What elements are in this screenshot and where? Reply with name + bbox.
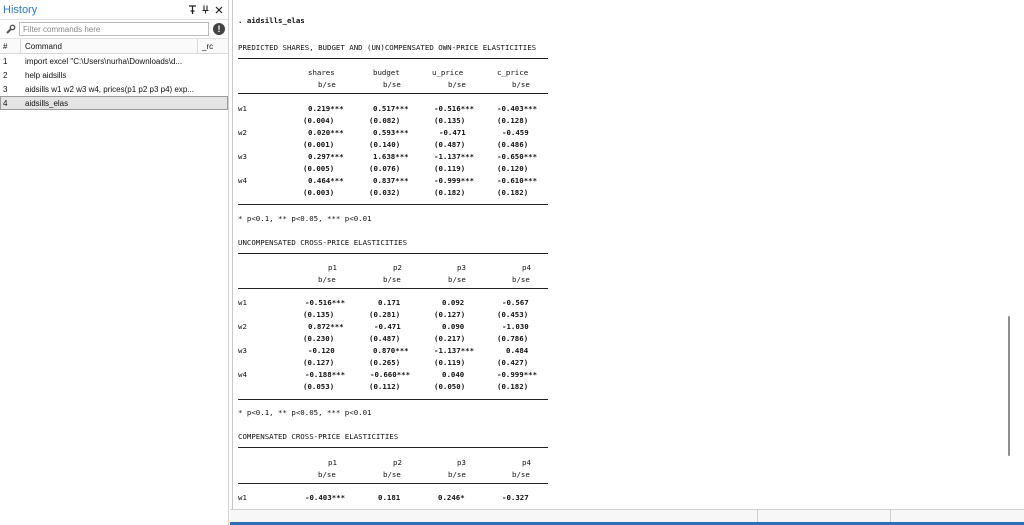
col-subheader: b/se (512, 80, 530, 89)
table-rule (238, 253, 548, 254)
cell-se: (0.076) (369, 164, 401, 173)
history-title: History (3, 3, 38, 16)
cell-b: 0.837*** (373, 176, 409, 185)
cell-se: (0.001) (303, 140, 335, 149)
col-subheader: b/se (448, 80, 466, 89)
cell-b: -0.999*** (434, 176, 475, 185)
col-subheader: b/se (383, 80, 401, 89)
cell-b: -0.567 (502, 298, 529, 307)
col-subheader: b/se (318, 275, 336, 284)
cell-b: 0.517*** (373, 104, 409, 113)
cell-b: 0.040 (442, 370, 465, 379)
row-label: w1 (238, 298, 247, 307)
cell-b: -0.999*** (497, 370, 538, 379)
history-row-number: 2 (3, 70, 8, 80)
col-header: shares (308, 68, 335, 77)
cell-se: (0.127) (434, 310, 466, 319)
history-row-command: help aidsills (25, 70, 67, 80)
cell-se: (0.487) (434, 140, 466, 149)
cell-se: (0.486) (497, 140, 529, 149)
cell-b: -1.030 (502, 322, 529, 331)
cell-b: 0.246* (438, 493, 465, 502)
cell-b: 0.484 (506, 346, 529, 355)
alert-icon[interactable]: ! (213, 23, 225, 35)
history-filter-row (0, 20, 228, 39)
cell-se: (0.230) (303, 334, 335, 343)
cell-se: (0.119) (434, 358, 466, 367)
col-header: budget (373, 68, 400, 77)
cell-se: (0.487) (369, 334, 401, 343)
col-header: p4 (522, 263, 531, 272)
history-row[interactable] (0, 68, 228, 82)
history-row-command: aidsills w1 w2 w3 w4, prices(p1 p2 p3 p4) exp... (25, 84, 194, 94)
cell-b: 0.181 (378, 493, 401, 502)
cell-b: -1.137*** (434, 346, 475, 355)
column-header-command[interactable]: Command (21, 39, 198, 53)
cell-b: -0.660*** (370, 370, 411, 379)
cell-se: (0.050) (434, 382, 466, 391)
column-header-number[interactable]: # (0, 39, 21, 53)
cell-se: (0.182) (497, 188, 529, 197)
cell-se: (0.281) (369, 310, 401, 319)
col-subheader: b/se (512, 275, 530, 284)
col-header: p2 (393, 458, 402, 467)
wrench-icon[interactable] (3, 22, 17, 36)
cell-se: (0.032) (369, 188, 401, 197)
section-title-predicted: PREDICTED SHARES, BUDGET AND (UN)COMPENSATED OWN-PRICE ELASTICITIES (238, 43, 537, 52)
cell-se: (0.004) (303, 116, 335, 125)
row-label: w2 (238, 128, 247, 137)
cell-b: 0.092 (442, 298, 465, 307)
cell-se: (0.127) (303, 358, 335, 367)
cell-se: (0.140) (369, 140, 401, 149)
cell-b: 0.020*** (308, 128, 344, 137)
col-header: p3 (457, 458, 466, 467)
table-rule (238, 288, 548, 289)
cell-b: 0.464*** (308, 176, 344, 185)
cell-se: (0.217) (434, 334, 466, 343)
significance-footnote: * p<0.1, ** p<0.05, *** p<0.01 (238, 408, 372, 417)
history-pane (0, 0, 229, 525)
cell-se: (0.003) (303, 188, 335, 197)
history-row-number: 1 (3, 56, 8, 66)
row-label: w3 (238, 152, 247, 161)
table-rule (238, 483, 548, 484)
cell-se: (0.427) (497, 358, 529, 367)
pin-icon[interactable] (187, 4, 198, 16)
history-titlebar (0, 0, 228, 20)
row-label: w1 (238, 493, 247, 502)
cell-b: -0.471 (439, 128, 466, 137)
history-row-selected[interactable] (0, 96, 228, 110)
column-header-rc[interactable]: _rc (202, 41, 214, 51)
cell-b: -0.516*** (434, 104, 475, 113)
cell-se: (0.265) (369, 358, 401, 367)
cell-se: (0.053) (303, 382, 335, 391)
col-header: p3 (457, 263, 466, 272)
cell-b: 0.872*** (308, 322, 344, 331)
cell-se: (0.112) (369, 382, 401, 391)
history-row-number: 3 (3, 84, 8, 94)
row-label: w1 (238, 104, 247, 113)
cell-b: -0.120 (308, 346, 335, 355)
cell-b: 1.638*** (373, 152, 409, 161)
history-row-command: import excel "C:\Users\nurha\Downloads\d... (25, 56, 183, 66)
cell-b: -0.459 (502, 128, 529, 137)
cell-se: (0.182) (497, 382, 529, 391)
table-rule (238, 399, 548, 400)
cell-se: (0.005) (303, 164, 335, 173)
cell-se: (0.786) (497, 334, 529, 343)
col-subheader: b/se (318, 80, 336, 89)
significance-footnote: * p<0.1, ** p<0.05, *** p<0.01 (238, 214, 372, 223)
col-header: p1 (328, 263, 337, 272)
history-row-command: aidsills_elas (25, 98, 69, 108)
results-scrollbar[interactable] (1002, 0, 1013, 509)
cell-se: (0.082) (369, 116, 401, 125)
cell-b: -0.403*** (497, 104, 538, 113)
col-header: p1 (328, 458, 337, 467)
cell-se: (0.135) (434, 116, 466, 125)
history-list (0, 54, 228, 110)
cell-b: 0.870*** (373, 346, 409, 355)
col-subheader: b/se (512, 470, 530, 479)
status-bar (230, 509, 1024, 525)
row-label: w4 (238, 176, 247, 185)
cell-se: (0.182) (434, 188, 466, 197)
filter-commands-input[interactable] (19, 22, 209, 36)
cell-b: 0.090 (442, 322, 465, 331)
scrollbar-thumb[interactable] (1008, 316, 1010, 456)
col-header: p2 (393, 263, 402, 272)
table-rule (238, 204, 548, 205)
col-header: u_price (432, 68, 464, 77)
cell-b: -0.471 (374, 322, 401, 331)
cell-se: (0.128) (497, 116, 529, 125)
table-rule (238, 58, 548, 59)
cell-b: -0.650*** (497, 152, 538, 161)
close-icon[interactable] (213, 4, 224, 16)
col-subheader: b/se (448, 470, 466, 479)
table-rule (238, 93, 548, 94)
cell-b: -1.137*** (434, 152, 475, 161)
cell-b: 0.171 (378, 298, 401, 307)
section-title-compensated: COMPENSATED CROSS-PRICE ELASTICITIES (238, 432, 399, 441)
cell-b: -0.610*** (497, 176, 538, 185)
cell-b: 0.219*** (308, 104, 344, 113)
col-subheader: b/se (448, 275, 466, 284)
history-row[interactable] (0, 82, 228, 96)
col-subheader: b/se (383, 470, 401, 479)
cell-b: -0.327 (502, 493, 529, 502)
history-row-number: 4 (3, 98, 8, 108)
cell-se: (0.453) (497, 310, 529, 319)
cell-b: -0.403*** (305, 493, 346, 502)
cell-b: 0.593*** (373, 128, 409, 137)
row-label: w2 (238, 322, 247, 331)
col-header: c_price (497, 68, 529, 77)
unpin-icon[interactable] (200, 4, 211, 16)
col-header: p4 (522, 458, 531, 467)
row-label: w3 (238, 346, 247, 355)
col-subheader: b/se (318, 470, 336, 479)
row-label: w4 (238, 370, 247, 379)
cell-b: 0.297*** (308, 152, 344, 161)
results-pane (230, 0, 1024, 525)
cell-se: (0.119) (434, 164, 466, 173)
history-row[interactable] (0, 54, 228, 68)
cell-b: -0.516*** (305, 298, 346, 307)
section-title-uncompensated: UNCOMPENSATED CROSS-PRICE ELASTICITIES (238, 238, 408, 247)
results-window[interactable] (232, 0, 1013, 509)
cell-b: -0.188*** (305, 370, 346, 379)
cell-se: (0.135) (303, 310, 335, 319)
cell-se: (0.120) (497, 164, 529, 173)
col-subheader: b/se (383, 275, 401, 284)
table-rule (238, 447, 548, 448)
history-table-header (0, 39, 228, 54)
command-echo: . aidsills_elas (238, 16, 305, 25)
